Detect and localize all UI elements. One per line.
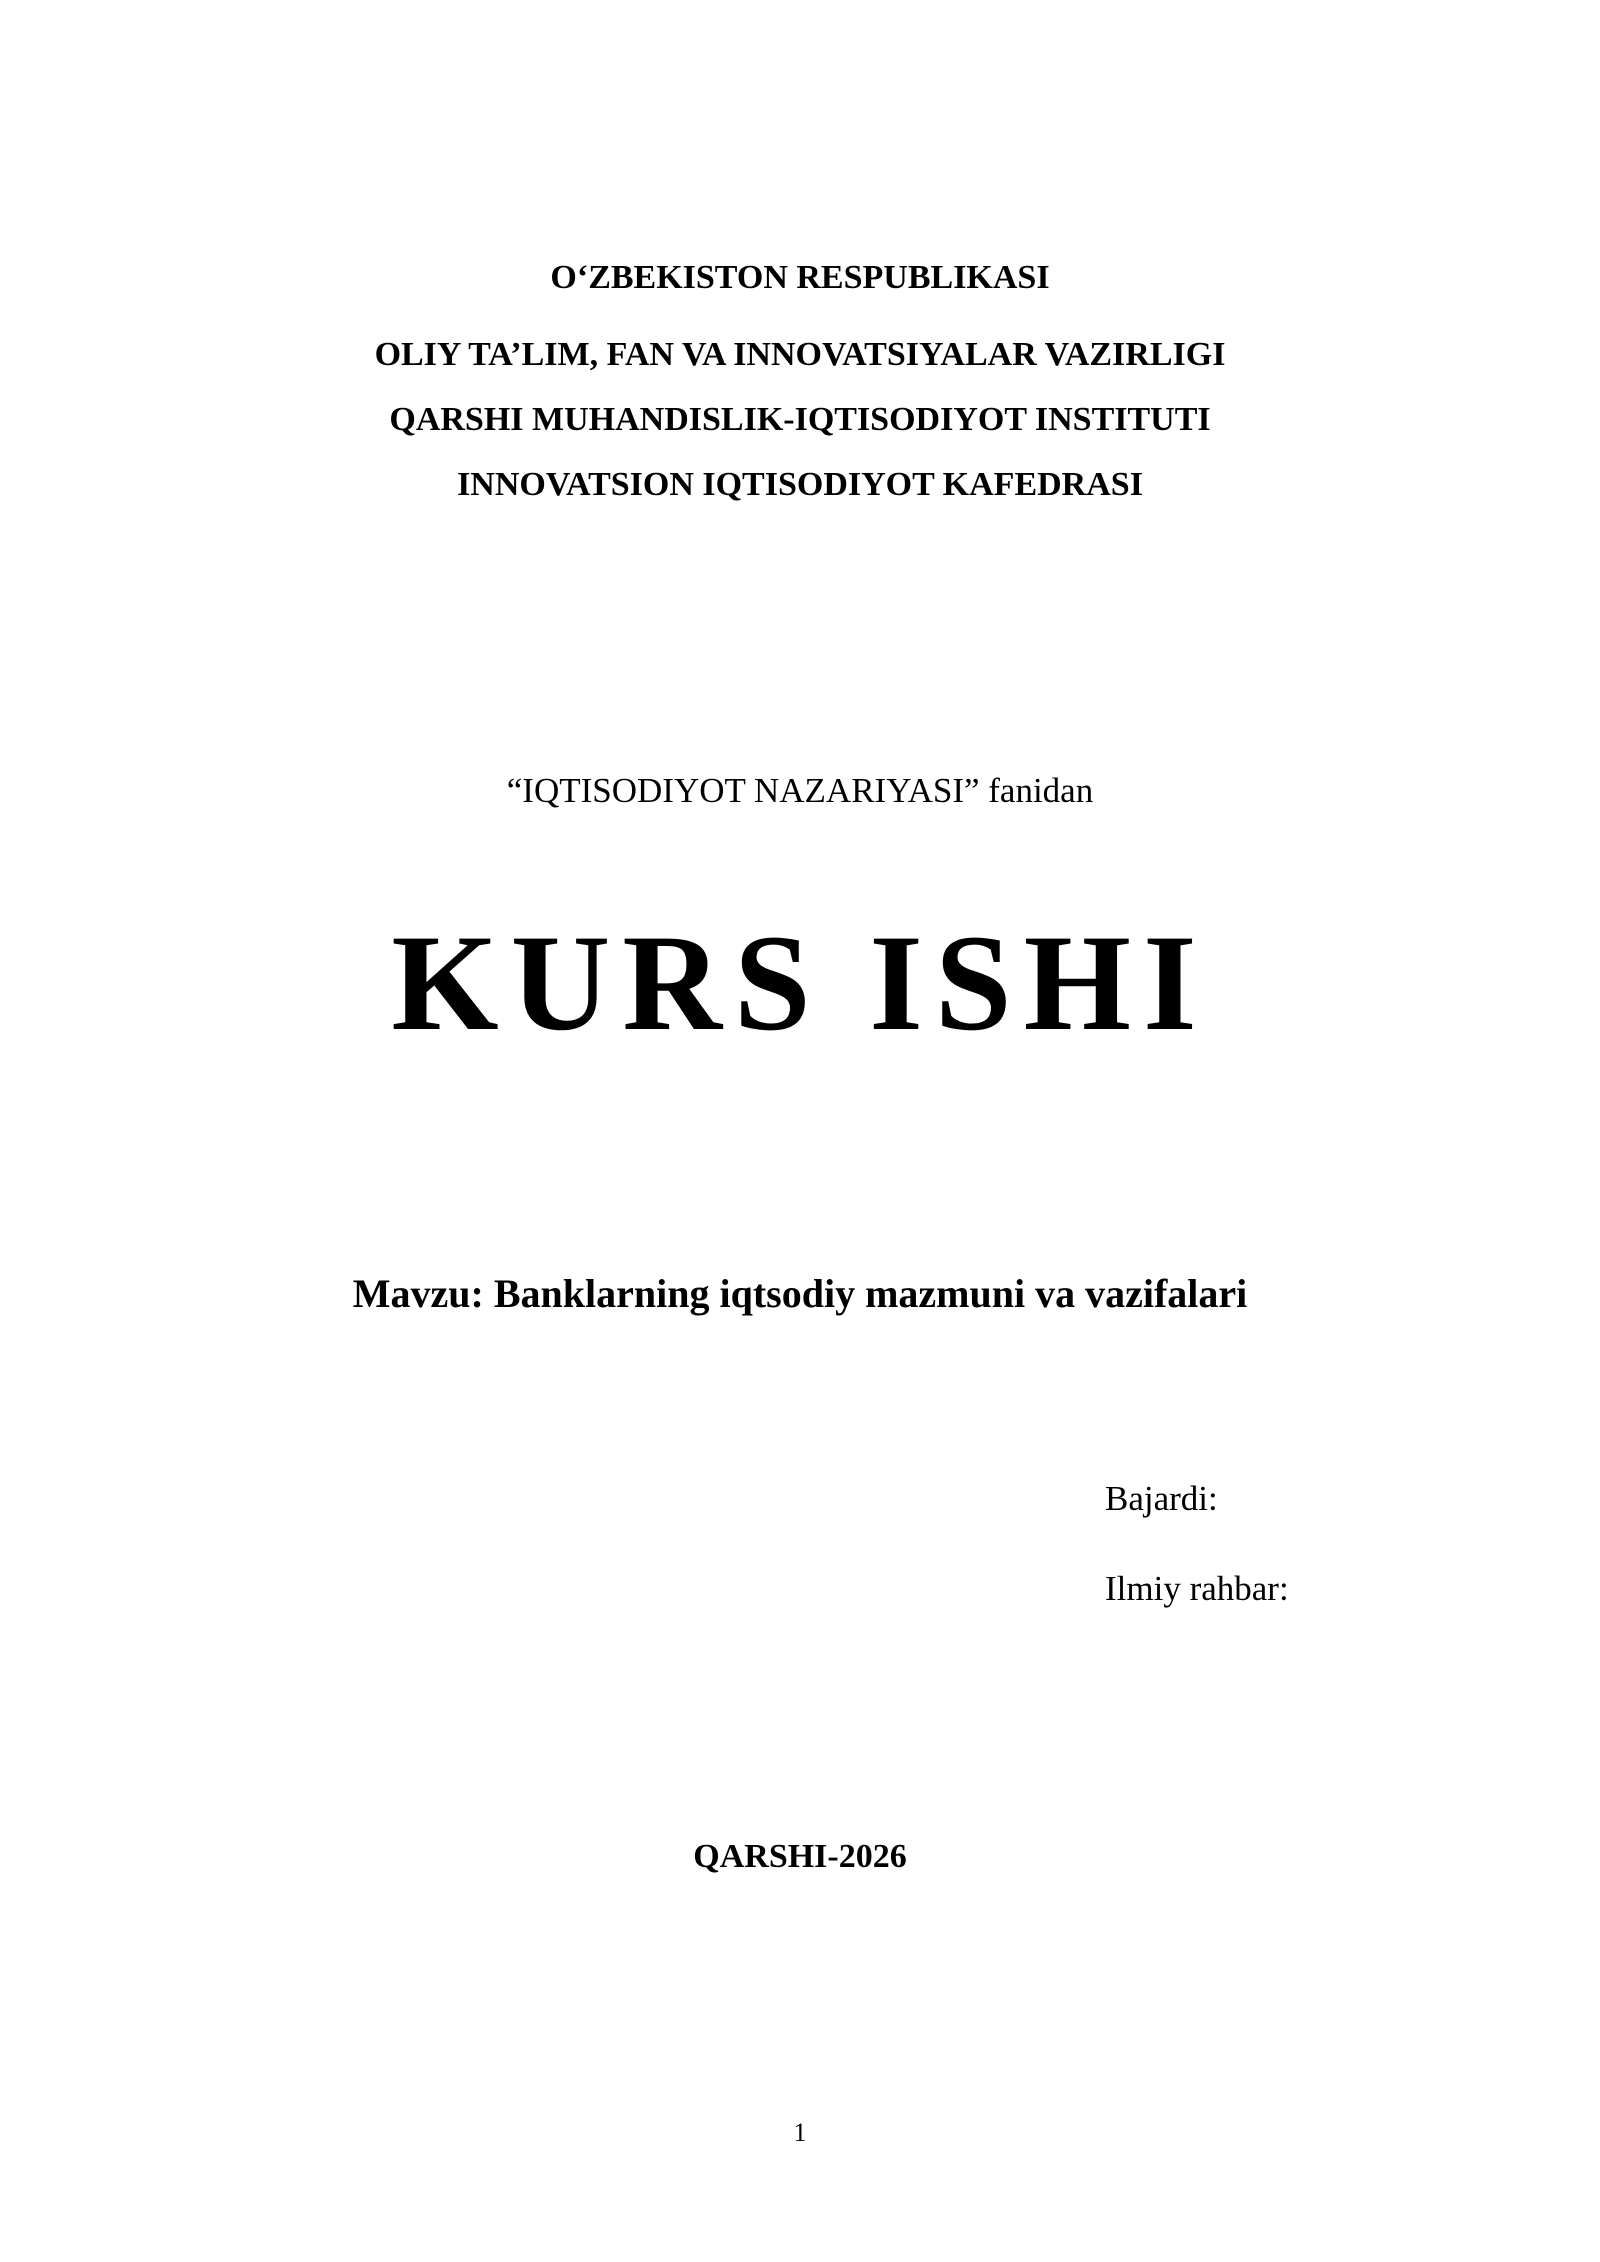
- header-country: O‘ZBEKISTON RESPUBLIKASI: [550, 259, 1050, 296]
- header-institute: QARSHI MUHANDISLIK-IQTISODIYOT INSTITUTI: [389, 401, 1211, 438]
- page-number: 1: [793, 2118, 807, 2147]
- header-department: INNOVATSION IQTISODIYOT KAFEDRASI: [457, 466, 1143, 503]
- header-ministry: OLIY TA’LIM, FAN VA INNOVATSIYALAR VAZIRLIGI: [374, 336, 1226, 373]
- subject-line: “IQTISODIYOT NAZARIYASI” fanidan: [506, 771, 1094, 810]
- city-year: QARSHI-2026: [693, 1838, 907, 1875]
- document-title: KURS ISHI: [391, 906, 1209, 1059]
- topic-line: Mavzu: Banklarning iqtsodiy mazmuni va vazifalari: [352, 1271, 1248, 1316]
- performed-by-label: Bajardi:: [1105, 1479, 1218, 1518]
- supervisor-label: Ilmiy rahbar:: [1105, 1569, 1289, 1608]
